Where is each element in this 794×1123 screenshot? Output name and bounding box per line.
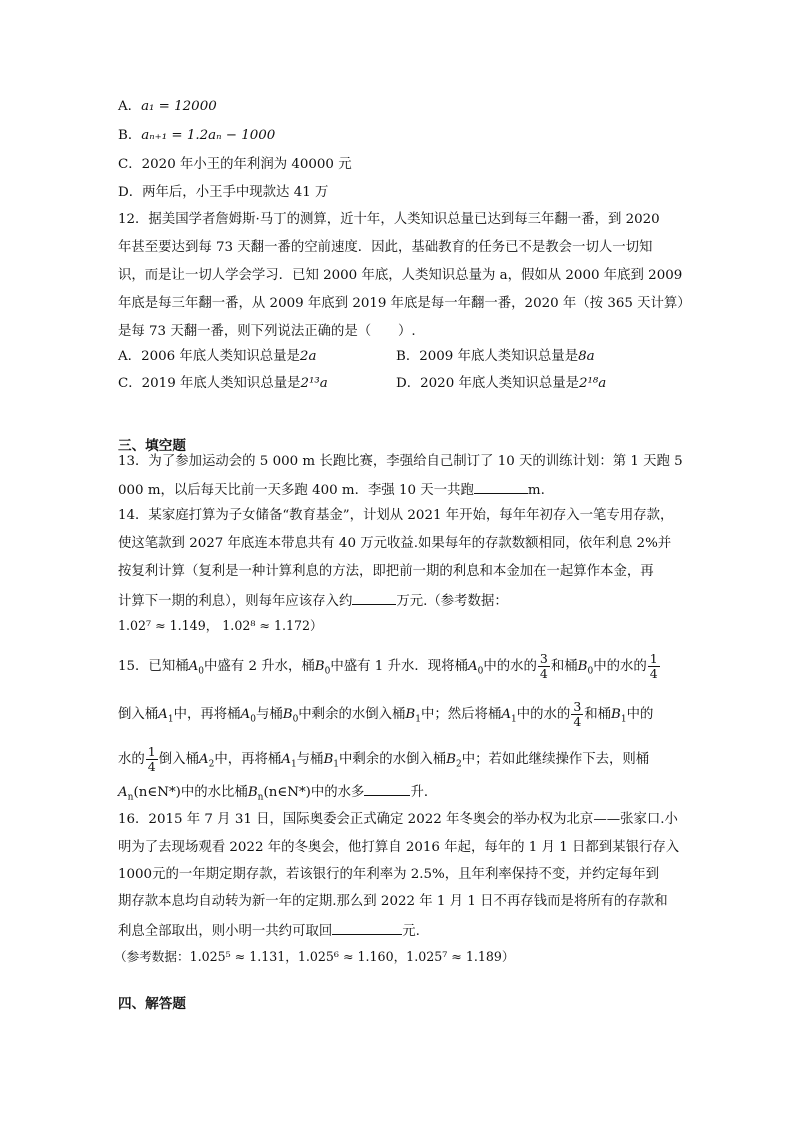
subscript: 2 — [208, 759, 215, 770]
q15-text: 和桶 — [584, 707, 612, 722]
q15-text: 中的水的 — [593, 659, 647, 674]
var-a: A — [240, 707, 251, 722]
q12-option-c — [118, 374, 328, 394]
subscript: 0 — [292, 714, 299, 725]
var-b: B — [314, 659, 325, 674]
answer-blank — [364, 781, 410, 796]
q15-text: 中剩余的水倒入桶 — [339, 752, 447, 767]
subscript: n — [257, 792, 264, 803]
subscript: 1 — [415, 714, 421, 725]
option-label: D． — [396, 376, 421, 391]
option-math: 2a — [299, 349, 317, 364]
q13-line-1: 13．为了参加运动会的 5 000 m 长跑比赛，李强给自己制订了 10 天的训练计划：第 1 天跑 5 — [118, 454, 683, 469]
option-math: 2¹³a — [300, 376, 328, 391]
q12-line-2: 年甚至要达到每 73 天翻一番的空前速度．因此，基础教育的任务已不是教会一切人一切知 — [118, 240, 653, 255]
q12-option-b — [396, 347, 595, 367]
option-text: 两年后，小王手中现款达 41 万 — [142, 185, 329, 200]
q14-line-2: 使这笔款到 2027 年底连本带息共有 40 万元收益.如果每年的存款数额相同，依年利息 2%并 — [118, 536, 672, 551]
q15-line-1 — [118, 652, 661, 682]
q14-text: 计算下一期的利息），则每年应该存入约 — [118, 594, 353, 609]
var-b: B — [446, 752, 456, 767]
q11-option-d — [118, 183, 328, 203]
var-b: B — [323, 752, 334, 767]
q14-line-3: 按复利计算（复利是一种计算利息的方法，即把前一期的利息和本金加在一起算作本金，再 — [118, 564, 654, 579]
q16-text: 利息全部取出，则小明一共约可取回 — [118, 924, 333, 939]
q15-text: 中剩余的水倒入桶 — [298, 707, 406, 722]
q15-text: 与桶 — [296, 752, 324, 767]
q16-reference-data: （参考数据：1.025⁵ ≈ 1.131，1.025⁶ ≈ 1.160，1.025⁷ ≈ 1.189） — [114, 949, 515, 964]
q15-text: 中；然后将桶 — [421, 707, 502, 722]
q15-text: 中，再将桶 — [173, 707, 241, 722]
q14-line-1: 14．某家庭打算为子女储备“教育基金”，计划从 2021 年开始，每年年初存入一笔专用存款， — [118, 508, 674, 523]
option-math: 2¹⁸a — [579, 376, 607, 391]
denominator: 4 — [147, 759, 156, 774]
numerator: 1 — [147, 744, 156, 759]
subscript: n — [127, 792, 134, 803]
var-a: A — [501, 707, 512, 722]
q15-text: 升． — [410, 785, 438, 800]
q14-reference-data: 1.02⁷ ≈ 1.149， 1.02⁸ ≈ 1.172） — [118, 618, 323, 633]
subscript: 0 — [587, 666, 594, 677]
q15-line-3 — [118, 745, 649, 775]
subscript: 0 — [324, 666, 331, 677]
q12-line-4: 年底是每三年翻一番，从 2009 年底到 2019 年底是每一年翻一番，2020 年（按 365 天计算） — [118, 296, 691, 311]
option-math: aₙ₊₁ = 1.2aₙ − 1000 — [141, 128, 276, 143]
var-a: A — [467, 659, 478, 674]
subscript: 1 — [290, 759, 297, 770]
var-b: B — [282, 707, 293, 722]
option-text: 2019 年底人类知识总量是 — [141, 376, 301, 391]
q13-line-2 — [118, 479, 545, 501]
subscript: 1 — [620, 714, 627, 725]
var-a: A — [188, 659, 199, 674]
fraction-one-quarter — [146, 745, 158, 774]
q16-line-5 — [118, 920, 420, 942]
q13-text: m. — [527, 483, 545, 498]
q12-option-d — [396, 374, 606, 394]
q15-text: 倒入桶 — [118, 707, 159, 722]
q12-option-a — [118, 347, 316, 367]
numerator: 3 — [573, 699, 582, 714]
fraction-three-quarters — [571, 700, 583, 729]
q15-text: 中盛有 1 升水．现将桶 — [330, 659, 468, 674]
q15-text: 中的水的 — [516, 707, 571, 722]
q15-text: 和桶 — [550, 659, 578, 674]
q12-line-1: 12．据美国学者詹姆斯·马丁的测算，近十年，人类知识总量已达到每三年翻一番，到 2020 — [118, 212, 660, 227]
var-b: B — [405, 707, 416, 722]
option-math: 8a — [578, 349, 595, 364]
var-a: A — [158, 707, 168, 722]
subscript: 1 — [333, 759, 340, 770]
numerator: 1 — [649, 651, 658, 666]
var-b: B — [577, 659, 588, 674]
var-a: A — [281, 752, 291, 767]
numerator: 3 — [539, 651, 548, 666]
q14-line-4 — [118, 590, 508, 612]
q15-text: 水的 — [118, 752, 145, 767]
var-b: B — [611, 707, 621, 722]
q15-text: 中，再将桶 — [214, 752, 282, 767]
option-label: D． — [118, 185, 143, 200]
q15-text: 中；若如此继续操作下去，则桶 — [461, 752, 650, 767]
option-label: B． — [396, 349, 420, 364]
subscript: 0 — [198, 666, 205, 677]
q14-text: 万元.（参考数据： — [396, 594, 508, 609]
option-text: 2006 年底人类知识总量是 — [141, 349, 300, 364]
option-label: A． — [118, 99, 142, 114]
q11-option-c — [118, 155, 352, 175]
option-label: C． — [118, 157, 142, 172]
fraction-three-quarters — [538, 652, 550, 681]
q16-line-2: 明为了去现场观看 2022 年的冬奥会，他打算自 2016 年起，每年的 1 月 1 日都到某银行存入 — [118, 840, 680, 855]
denominator: 4 — [539, 666, 548, 681]
q16-line-3: 1000元的一年期定期存款，若该银行的年利率为 2.5%，且年利率保持不变，并约定每年到 — [118, 867, 660, 882]
option-label: A． — [118, 349, 142, 364]
q11-option-b — [118, 126, 275, 146]
section-title-fill-in: 三、填空题 — [118, 438, 186, 454]
q16-text: 元. — [402, 924, 420, 939]
q15-text: 倒入桶 — [158, 752, 199, 767]
q15-text: 中盛有 2 升水，桶 — [204, 659, 315, 674]
option-text: 2009 年底人类知识总量是 — [419, 349, 579, 364]
option-math: a₁ = 12000 — [141, 99, 217, 114]
q15-line-2 — [118, 700, 653, 730]
subscript: 1 — [511, 714, 517, 725]
fraction-one-quarter — [648, 652, 660, 681]
q15-line-4 — [118, 781, 437, 808]
denominator: 4 — [649, 666, 658, 681]
q13-text: 000 m，以后每天比前一天多跑 400 m．李强 10 天一共跑 — [118, 483, 474, 498]
answer-blank — [332, 920, 402, 935]
q12-line-5: 是每 73 天翻一番，则下列说法正确的是（ ）. — [118, 324, 416, 339]
option-label: C． — [118, 376, 142, 391]
answer-blank — [352, 590, 396, 605]
option-label: B． — [118, 128, 142, 143]
option-text: 2020 年底人类知识总量是 — [420, 376, 579, 391]
subscript: 0 — [477, 666, 484, 677]
q15-text: (n∈N*)中的水多 — [263, 785, 365, 800]
q12-line-3: 识，而是让一切人学会学习．已知 2000 年底，人类知识总量为 a，假如从 2000 年底到 2009 — [118, 268, 683, 283]
q15-text: 15．已知桶 — [118, 659, 189, 674]
q16-line-4: 期存款本息均自动转为新一年的定期.那么到 2022 年 1 月 1 日不再存钱而是将所有的存款和 — [118, 894, 668, 909]
q15-text: 中的水的 — [483, 659, 537, 674]
denominator: 4 — [573, 714, 582, 729]
q15-text: (n∈N*)中的水比桶 — [133, 785, 248, 800]
q16-line-1: 16．2015 年 7 月 31 日，国际奥委会正式确定 2022 年冬奥会的举办权为北京——张家口.小 — [118, 812, 678, 827]
q11-option-a — [118, 97, 217, 117]
option-text: 2020 年小王的年利润为 40000 元 — [141, 157, 352, 172]
var-a: A — [198, 752, 209, 767]
subscript: 1 — [167, 714, 174, 725]
subscript: 0 — [250, 714, 256, 725]
answer-blank — [474, 479, 528, 494]
subscript: 2 — [456, 759, 462, 770]
var-a: A — [118, 785, 128, 800]
section-title-answer: 四、解答题 — [118, 996, 186, 1012]
q15-text: 与桶 — [255, 707, 283, 722]
var-b: B — [247, 785, 258, 800]
q15-text: 中的 — [626, 707, 654, 722]
